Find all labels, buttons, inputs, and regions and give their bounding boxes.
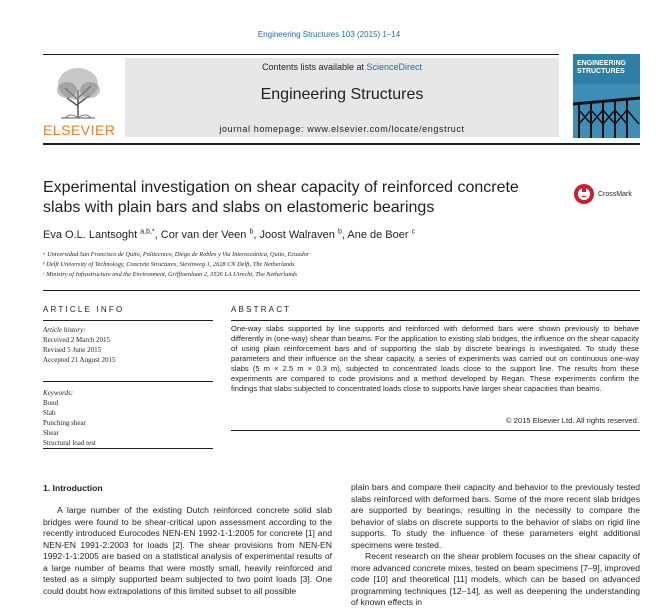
contents-prefix: Contents lists available at: [261, 62, 367, 72]
body-column-right: [351, 482, 640, 609]
sciencedirect-link[interactable]: ScienceDirect: [366, 62, 423, 72]
keywords-rule: [43, 448, 213, 449]
author-4[interactable]: Ane de Boer $^c$: [347, 228, 416, 241]
body-column-left: [43, 505, 332, 597]
keyword: Bond: [43, 399, 59, 407]
keyword: Structural load test: [43, 439, 96, 447]
author-list: [43, 228, 415, 241]
keyword: Punching shear: [43, 419, 86, 427]
history-accepted: Accepted 21 August 2015: [43, 356, 116, 364]
affiliation-c: ᶜ Ministry of Infrastructure and the Environment, Griffioenlaan 2, 3526 LA Utrecht, The Netherlands: [43, 271, 298, 278]
abstract-heading: ABSTRACT: [231, 305, 292, 314]
keywords-label: Keywords:: [43, 389, 74, 397]
elsevier-wordmark: ELSEVIER: [43, 122, 116, 138]
cover-title: ENGINEERING STRUCTURES: [577, 60, 627, 75]
journal-citation[interactable]: Engineering Structures 103 (2015) 1–14: [257, 30, 401, 39]
intro-paragraph-1: A large number of the existing Dutch reinforced concrete solid slab bridges were found to be shear-critical upon assessment according to the recently introduced Eurocodes NEN-EN 1992-1-1:2005 for concrete [1] and NEN-EN 1991-2:2003 for loads [2]. The shear provisions from NEN-EN 1992-1-1:2005 are based on a statistical analysis of experimental results of a large number of beams that were mostly small, heavily reinforced and tested as a simply supported beam subjected to two point loads [3]. One could doubt how extrapolations of this limited subset to all possible: [43, 505, 332, 596]
journal-homepage-link[interactable]: journal homepage: www.elsevier.com/locate/engstruct: [219, 124, 465, 134]
cover-bridge-image: [573, 84, 640, 138]
paper-title: [43, 178, 563, 218]
introduction-heading: 1. Introduction: [43, 483, 103, 493]
header-divider: [43, 290, 640, 291]
article-info-rule: [43, 320, 213, 321]
history-rule: [43, 381, 213, 382]
abstract-text: One-way slabs supported by line supports and reinforced with deformed bars were shown previously to behave differently in (one-way) shear than beams. For the application to existing slab bridges, the influence on the shear capacity of using plain reinforcement bars and of supporting the slab by discrete bearings is investigated. To study these parameters and their influence on the shear capacity, a series of experiments was carried out on continuous one-way slabs (5 m × 2.5 m × 0.3 m), subjected to concentrated loads close to the support line. The results from these experiments are compared to code provisions and a method developed by Regan. These experiments confirm the findings that slabs subjected to concentrated loads close to supports have larger shear capacities than beams.: [231, 324, 639, 393]
keyword: Slab: [43, 409, 56, 417]
intro-paragraph-2: plain bars and compare their capacity and behavior to the previously tested slabs reinforced with deformed bars. Some of the more recent slab bridges are supported by bearings, resulting in the necessity to compare the behavior of slabs on discrete supports to the behavior of slabs on rigid line supports. To study the influence of these parameters eight additional specimens were tested.: [351, 482, 640, 550]
history-label: Article history:: [43, 326, 86, 334]
copyright-notice: © 2015 Elsevier Ltd. All rights reserved.: [505, 416, 639, 425]
abstract-bottom-rule: [231, 430, 640, 431]
keyword: Shear: [43, 429, 59, 437]
journal-name: Engineering Structures: [260, 86, 424, 103]
author-3[interactable]: Joost Walraven $^b$,: [259, 228, 348, 241]
paper-title-line-2: slabs with plain bars and slabs on elastomeric bearings: [43, 199, 435, 216]
intro-paragraph-3: Recent research on the shear problem focuses on the shear capacity of more advanced concrete mixes, tested on beam specimens [7–9], improved code [10] and theoretical [11] models, which can be based on advanced programming techniques [12–14], as well as deepening the understanding of known effects in: [351, 551, 640, 607]
history-received: Received 2 March 2015: [43, 336, 111, 344]
article-info-heading: ARTICLE INFO: [43, 305, 125, 314]
affiliation-b: ᵇ Delft University of Technology, Concrete Structures, Stevinweg 1, 2628 CN Delft, The Netherlands: [43, 261, 295, 268]
masthead-bottom-rule: [43, 143, 640, 145]
journal-cover-thumbnail[interactable]: [573, 54, 640, 138]
author-2[interactable]: Cor van der Veen $^b$,: [160, 228, 260, 241]
affiliation-a: ᵃ Universidad San Francisco de Quito, Politecnico, Diego de Robles y Via Interoceánica, Quito, Ecuador: [43, 251, 310, 258]
author-1[interactable]: Eva O.L. Lantsoght $^{a,b,*}$,: [43, 228, 161, 241]
crossmark-label[interactable]: CrossMark: [598, 191, 632, 198]
paper-title-line-1: Experimental investigation on shear capacity of reinforced concrete: [43, 179, 519, 196]
contents-line: [125, 62, 559, 72]
abstract-top-rule: [231, 320, 640, 321]
masthead-top-rule: [43, 54, 559, 55]
history-revised: Revised 5 June 2015: [43, 346, 102, 354]
